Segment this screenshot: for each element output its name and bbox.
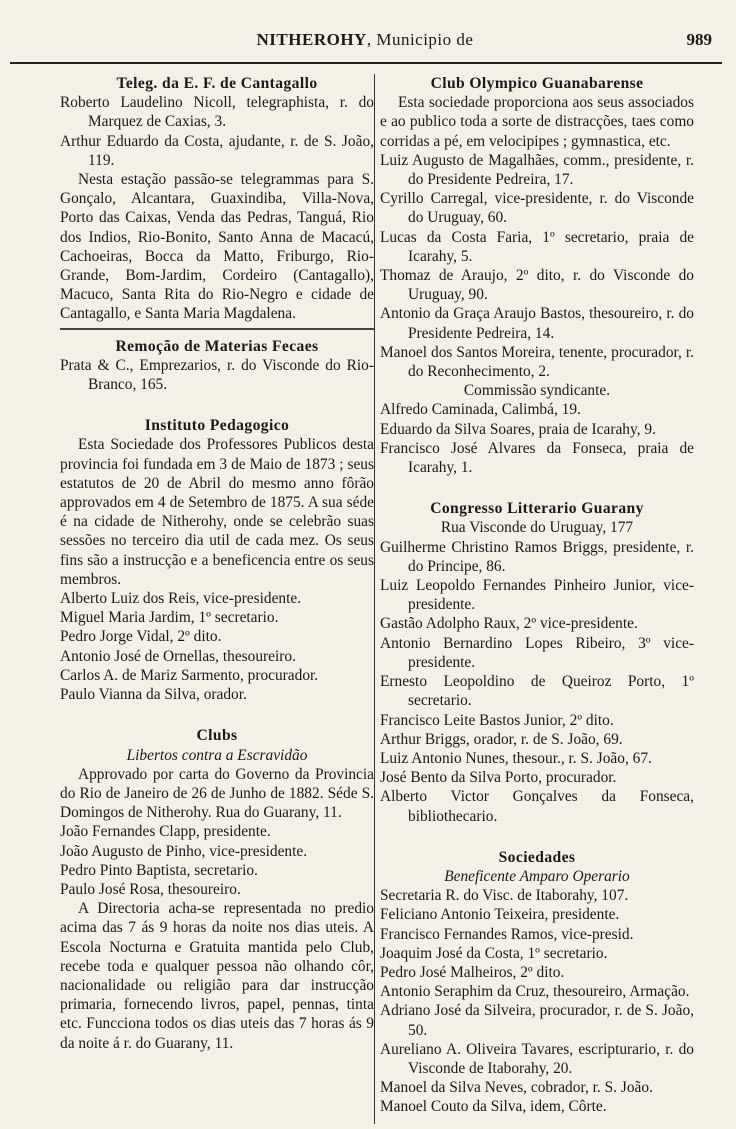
section-rule bbox=[60, 328, 374, 330]
list-item: Pedro José Malheiros, 2º dito. bbox=[380, 963, 565, 981]
section-address: Rua Visconde do Uruguay, 177 bbox=[440, 519, 634, 537]
list-item: Manoel dos Santos Moreira, tenente, procurador, r. do Reconhecimento, 2. bbox=[380, 343, 694, 381]
list-item: Miguel Maria Jardim, 1º secretario. bbox=[60, 609, 279, 627]
section-subtitle: Beneficente Amparo Operario bbox=[444, 867, 630, 885]
list-item: Feliciano Antonio Teixeira, presidente. bbox=[380, 906, 620, 924]
section-title: Congresso Litterario Guarany bbox=[430, 500, 644, 518]
spacer bbox=[60, 394, 374, 416]
list-item: Antonio Bernardino Lopes Ribeiro, 3º vice-presidente. bbox=[380, 634, 694, 671]
list-item: Antonio da Graça Araujo Bastos, thesoureiro, r. do Presidente Pedreira, 14. bbox=[380, 305, 694, 342]
title-rest: , Municipio de bbox=[366, 30, 474, 49]
list-item: Joaquim José da Costa, 1º secretario. bbox=[380, 944, 608, 962]
spacer bbox=[380, 477, 694, 499]
page-header bbox=[12, 30, 718, 56]
list-item: Pedro Jorge Vidal, 2º dito. bbox=[60, 628, 222, 646]
paragraph: A Directoria acha-se representada no predio acima das 7 ás 9 horas da noite nos dias uteis. A Escola Nocturna e Gratuita mantida pelo Club, recebe toda e qualquer pessoa não olhando côr, nacionalidade ou religião para dar instrucção primaria, fornecendo livros, papel, pennas, tinta etc. Funcciona todos os dias uteis das 7 horas ás 9 da noite á r. do Guarany, 11. bbox=[60, 900, 374, 1052]
list-item: Lucas da Costa Faria, 1º secretario, praia de Icarahy, 5. bbox=[380, 228, 694, 265]
list-item: Alfredo Caminada, Calimbá, 19. bbox=[380, 401, 581, 419]
list-item: João Fernandes Clapp, presidente. bbox=[60, 823, 271, 841]
list-item: Francisco Fernandes Ramos, vice-presid. bbox=[380, 925, 634, 943]
list-item: Luiz Leopoldo Fernandes Pinheiro Junior, vice-presidente. bbox=[380, 577, 694, 614]
list-item: Manoel da Silva Neves, cobrador, r. S. João. bbox=[380, 1079, 653, 1097]
list-item: Alberto Luiz dos Reis, vice-presidente. bbox=[60, 590, 302, 608]
list-item: Secretaria R. do Visc. de Itaborahy, 107. bbox=[380, 887, 629, 905]
list-item: Francisco Leite Bastos Junior, 2º dito. bbox=[380, 711, 614, 729]
spacer bbox=[380, 826, 694, 848]
list-item: Carlos A. de Mariz Sarmento, procurador. bbox=[60, 666, 319, 684]
list-item: Guilherme Christino Ramos Briggs, presidente, r. do Principe, 86. bbox=[380, 538, 694, 575]
spacer bbox=[60, 704, 374, 726]
page-number: 989 bbox=[686, 30, 712, 49]
list-item: Prata & C., Emprezarios, r. do Visconde do Rio-Branco, 165. bbox=[60, 356, 374, 394]
list-item: Ernesto Leopoldino de Queiroz Porto, 1º secretario. bbox=[380, 673, 694, 710]
paragraph: Esta Sociedade dos Professores Publicos desta provincia foi fundada em 3 de Maio de 1873 ; seus estatutos de 20 de Abril do mesmo anno fôrão approvados em 4 de Setembro de 1875. A sua séde é na cidade de Nitherohy, onde se celebrão suas sessões no terceiro dia util de cada mez. Os seus fins são a instrucção e a beneficencia entre os seus membros. bbox=[60, 436, 374, 588]
list-item: Antonio Seraphim da Cruz, thesoureiro, Armação. bbox=[380, 983, 690, 1001]
list-item: Antonio José de Ornellas, thesoureiro. bbox=[60, 647, 296, 665]
list-item: Francisco José Alvares da Fonseca, praia de Icarahy, 1. bbox=[380, 439, 694, 477]
list-item: Adriano José da Silveira, procurador, r. de S. João, 50. bbox=[380, 1002, 694, 1039]
list-item: Paulo Vianna da Silva, orador. bbox=[60, 686, 247, 704]
list-item: Thomaz de Araujo, 2º dito, r. do Visconde do Uruguay, 90. bbox=[380, 267, 694, 304]
subsection-label: Commissão syndicante. bbox=[463, 382, 611, 400]
list-item: José Bento da Silva Porto, procurador. bbox=[380, 769, 617, 787]
section-subtitle: Libertos contra a Escravidão bbox=[126, 746, 308, 764]
list-item: Luiz Antonio Nunes, thesour., r. S. João, 67. bbox=[380, 749, 652, 767]
list-item: Pedro Pinto Baptista, secretario. bbox=[60, 861, 258, 879]
list-item: Eduardo da Silva Soares, praia de Icarahy, 9. bbox=[380, 420, 656, 438]
section-title: Club Olympico Guanabarense bbox=[430, 75, 644, 92]
list-item: João Augusto de Pinho, vice-presidente. bbox=[60, 842, 308, 860]
list-item: Alberto Victor Gonçalves da Fonseca, bibliothecario. bbox=[380, 788, 694, 825]
list-item: Aureliano A. Oliveira Tavares, escripturario, r. do Visconde de Itaborahy, 20. bbox=[380, 1040, 694, 1077]
left-column bbox=[60, 74, 374, 1124]
section-title: Instituto Pedagogico bbox=[144, 417, 290, 435]
paragraph: Approvado por carta do Governo da Provincia do Rio de Janeiro de 26 de Junho de 1882. Séde S. Domingos de Nitherohy. Rua do Guarany, 11. bbox=[60, 765, 374, 822]
column-divider bbox=[374, 74, 375, 1124]
list-item: Arthur Eduardo da Costa, ajudante, r. de S. João, 119. bbox=[60, 132, 374, 169]
list-item: Arthur Briggs, orador, r. de S. João, 69. bbox=[380, 730, 623, 748]
list-item: Paulo José Rosa, thesoureiro. bbox=[60, 880, 241, 898]
section-title: Teleg. da E. F. de Cantagallo bbox=[116, 75, 318, 92]
list-item: Gastão Adolpho Raux, 2º vice-presidente. bbox=[380, 615, 638, 633]
list-item: Manoel Couto da Silva, idem, Côrte. bbox=[380, 1098, 607, 1116]
city-name: NITHEROHY bbox=[256, 30, 367, 49]
list-item: Roberto Laudelino Nicoll, telegraphista, r. do Marquez de Caxias, 3. bbox=[60, 94, 374, 131]
paragraph: Nesta estação passão-se telegrammas para S. Gonçalo, Alcantara, Guaxindiba, Villa-Nova, Porto das Caixas, Venda das Pedras, Tanguá, Rio dos Indios, Rio-Bonito, Santo Anna de Macacú, Cachoeiras, Bocca da Matto, Friburgo, Rio-Grande, Bom-Jardim, Cordeiro (Cantagallo), Macuco, Santa Rita do Rio-Negro e cidade de Cantagallo, e Santa Maria Magdalena. bbox=[60, 171, 374, 323]
list-item: Cyrillo Carregal, vice-presidente, r. do Visconde do Uruguay, 60. bbox=[380, 190, 694, 227]
right-column bbox=[380, 74, 694, 1124]
header-rule bbox=[10, 62, 722, 64]
paragraph: Esta sociedade proporciona aos seus associados e ao publico toda a sorte de distracções, taes como corridas a pé, em velocipipes ; gymnastica, etc. bbox=[380, 94, 694, 150]
list-item: Luiz Augusto de Magalhães, comm., presidente, r. do Presidente Pedreira, 17. bbox=[380, 151, 694, 189]
section-title: Clubs bbox=[196, 727, 238, 745]
section-title: Remoção de Materias Fecaes bbox=[115, 337, 319, 355]
section-title: Sociedades bbox=[498, 848, 576, 866]
running-title bbox=[12, 30, 718, 50]
